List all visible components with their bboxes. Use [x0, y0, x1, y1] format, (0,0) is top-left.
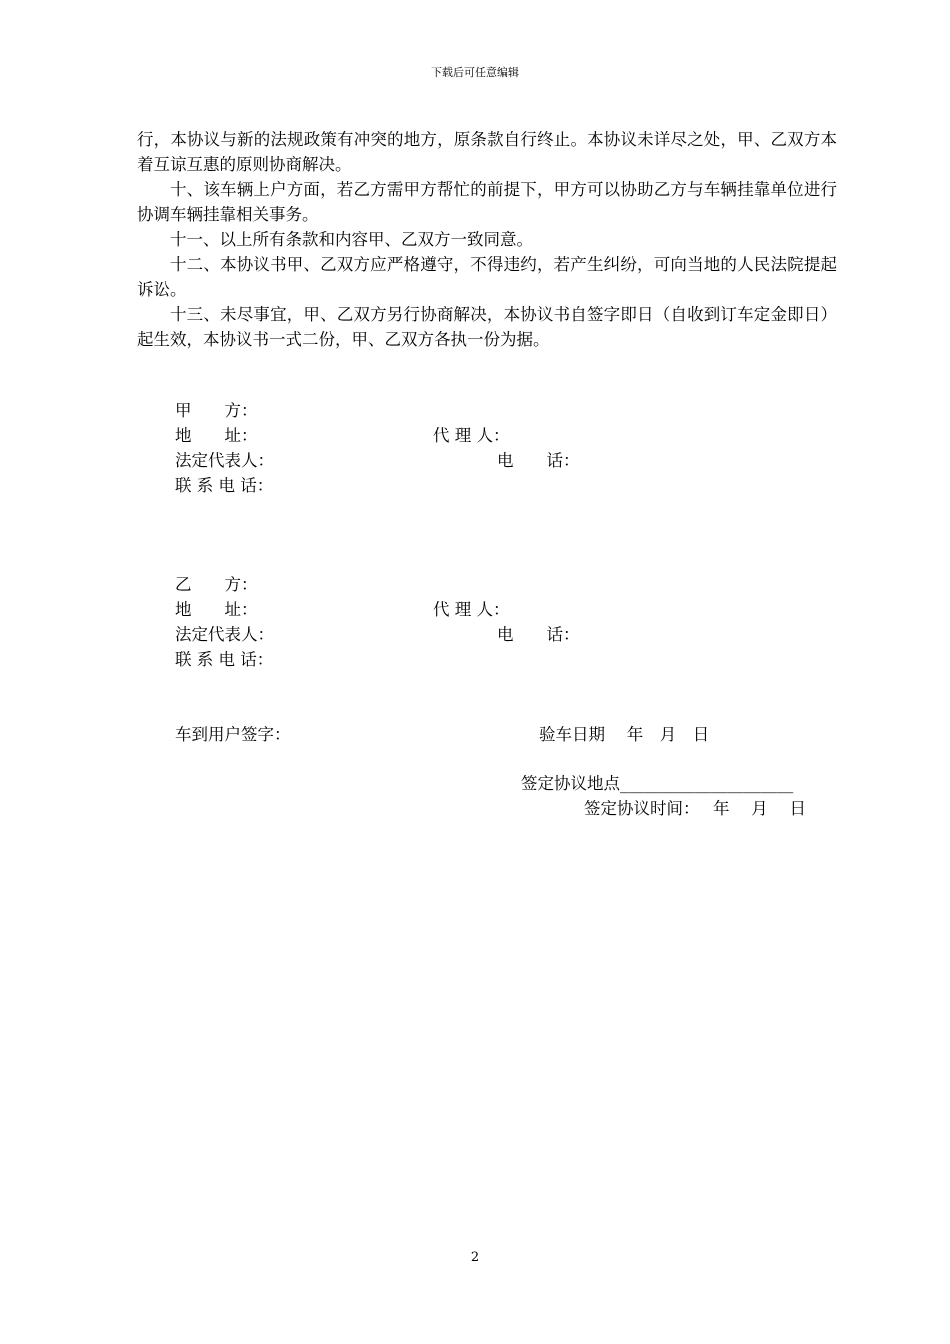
- party-a-phone-label: 电 话：: [497, 451, 580, 470]
- page-header: 下载后可任意编辑: [431, 66, 519, 79]
- party-b-address-label: 地 址：: [175, 600, 258, 619]
- paragraph-clause-11: 十一、以上所有条款和内容甲、乙双方一致同意。: [170, 230, 533, 249]
- party-a-legal-rep-label: 法定代表人：: [175, 451, 274, 470]
- paragraph-clause-13: 十三、未尽事宜，甲、乙双方另行协商解决，本协议书自签字即日（自收到订车定金即日）起生效，本协议书一式二份，甲、乙双方各执一份为据。: [137, 305, 837, 349]
- party-b-agent-label: 代 理 人：: [433, 600, 510, 619]
- paragraph-clause-10: 十、该车辆上户方面，若乙方需甲方帮忙的前提下，甲方可以协助乙方与车辆挂靠单位进行协调车辆挂靠相关事务。: [137, 180, 837, 224]
- party-b-label: 乙 方：: [175, 575, 258, 594]
- paragraph-continuation: 行，本协议与新的法规政策有冲突的地方，原条款自行终止。本协议未详尽之处，甲、乙双方本着互谅互惠的原则协商解决。: [137, 130, 837, 174]
- party-b-legal-rep-label: 法定代表人：: [175, 625, 274, 644]
- paragraph-clause-12: 十二、本协议书甲、乙双方应严格遵守，不得违约，若产生纠纷，可向当地的人民法院提起诉讼。: [137, 255, 837, 299]
- party-a-agent-label: 代 理 人：: [433, 426, 510, 445]
- party-a-address-label: 地 址：: [175, 426, 258, 445]
- party-b-contact-phone-label: 联 系 电 话：: [175, 650, 274, 669]
- party-a-contact-phone-label: 联 系 电 话：: [175, 476, 274, 495]
- inspection-date-label: 验车日期 年 月 日: [539, 725, 710, 744]
- page-number: 2: [470, 1250, 480, 1265]
- user-signature-label: 车到用户签字：: [175, 725, 291, 744]
- signing-time-label: 签定协议时间： 年 月 日: [584, 799, 806, 818]
- agreement-body: [137, 127, 837, 352]
- party-a-label: 甲 方：: [175, 401, 258, 420]
- signing-location-label: 签定协议地点_____________________: [521, 774, 794, 793]
- party-b-phone-label: 电 话：: [497, 625, 580, 644]
